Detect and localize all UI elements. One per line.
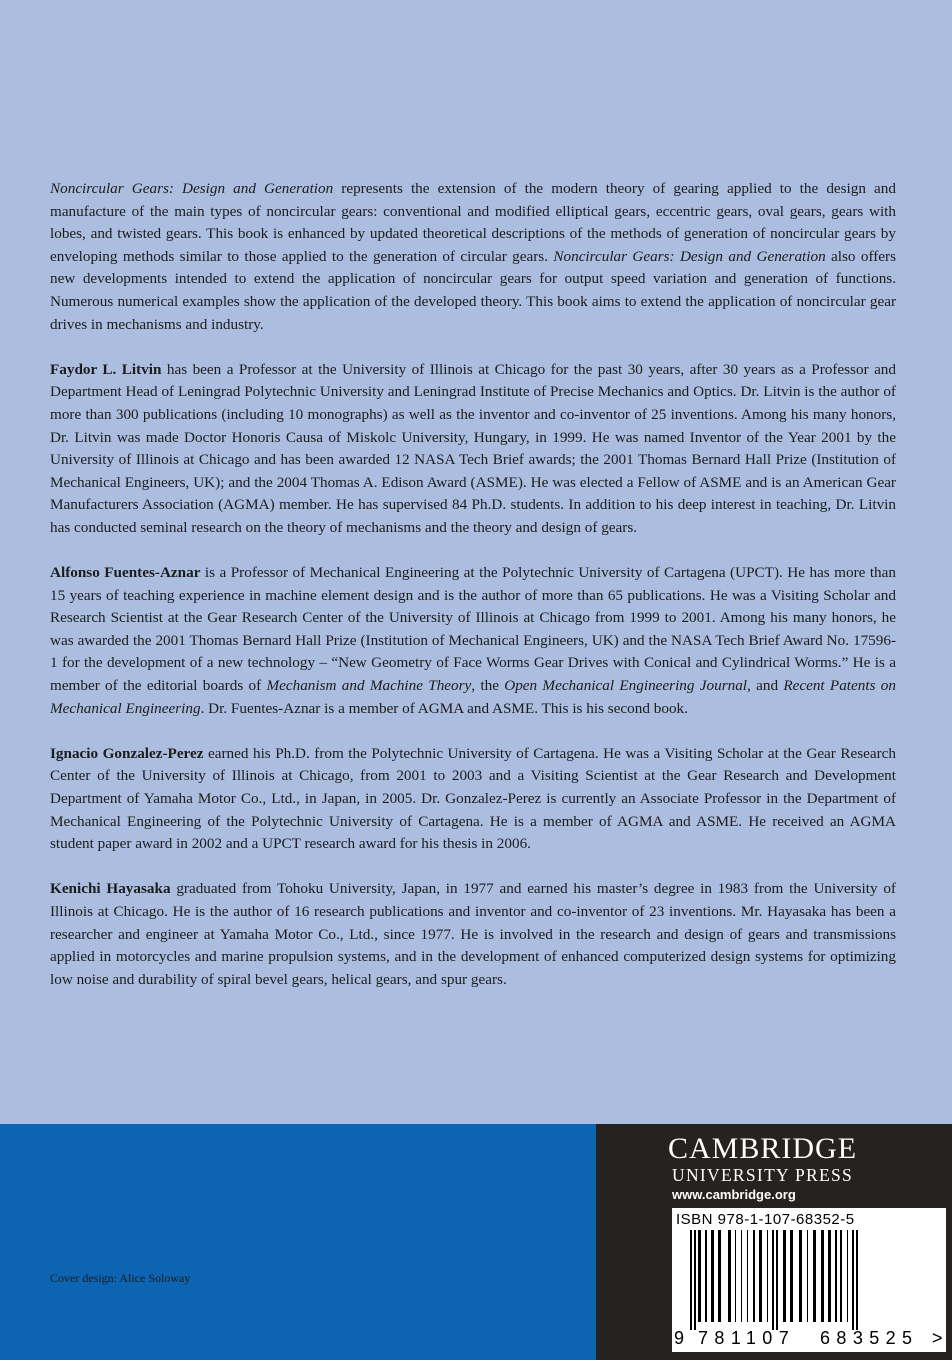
barcode-bar <box>813 1230 816 1322</box>
barcode-bar <box>807 1230 808 1322</box>
publisher-name: CAMBRIDGE <box>668 1132 858 1165</box>
journal-title: Recent Patents on Mechanical Engineering <box>50 677 896 717</box>
publisher-subtitle: UNIVERSITY PRESS <box>672 1165 854 1185</box>
journal-title: Open Mechanical Engineering Journal <box>504 677 748 695</box>
barcode-box <box>672 1208 946 1352</box>
barcode-guard-bar <box>690 1230 692 1330</box>
publisher-panel <box>596 1124 952 1360</box>
barcode-bar <box>767 1230 768 1322</box>
barcode-bar <box>753 1230 755 1322</box>
author-bio-litvin: Faydor L. Litvin has been a Professor at the University of Illinois at Chicago for the past 30 years, after 30 years as a Professor and Department Head of Leningrad Polytechnic University and Leningrad Institute of Precise Mechanics and Optics. Dr. Litvin is the author of more than 300 publications (including 10 monographs) as well as the inventor and co-inventor of 25 inventions. Among his many honors, Dr. Litvin was made Doctor Honoris Causa of Miskolc University, Hungary, in 1999. He was named Inventor of the Year 2001 by the University of Illinois at Chicago and has been awarded 12 NASA Tech Brief awards; the 2001 Thomas Bernard Hall Prize (Institution of Mechanical Engineers, UK); and the 2004 Thomas A. Edison Award (ASME). He was elected a Fellow of ASME and is an American Gear Manufacturers Association (AGMA) member. He has supervised 84 Ph.D. students. In addition to his deep interest in teaching, Dr. Litvin has conducted seminal research on the theory of mechanisms and the theory and design of gears. <box>50 360 896 536</box>
journal-title: Mechanism and Machine Theory <box>266 677 472 695</box>
publisher-url[interactable]: www.cambridge.org <box>672 1187 796 1202</box>
isbn-label: ISBN 978-1-107-68352-5 <box>676 1211 855 1228</box>
barcode-guard-bar <box>856 1230 858 1330</box>
barcode-bar <box>828 1230 831 1322</box>
author-name: Faydor L. Litvin <box>50 360 162 378</box>
barcode-bar <box>718 1230 721 1322</box>
barcode-guard-bar <box>772 1230 774 1330</box>
barcode-icon <box>676 1230 942 1330</box>
back-cover-text <box>50 178 896 1014</box>
barcode-arrow: > <box>932 1328 943 1348</box>
barcode-bar <box>790 1230 793 1322</box>
barcode-bar <box>847 1230 848 1322</box>
cover-credit: Cover design: Alice Soloway <box>50 1271 191 1285</box>
barcode-guard-bar <box>776 1230 778 1330</box>
author-bio-fuentes: Alfonso Fuentes-Aznar is a Professor of Mechanical Engineering at the Polytechnic University of Cartagena (UPCT). He has more than 15 years of teaching experience in machine element design and is the author of more than 65 publications. He was a Visiting Scholar and Research Scientist at the Gear Research Center of the University of Illinois at Chicago from 1999 to 2001. Among his many honors, he was awarded the 2001 Thomas Bernard Hall Prize (Institution of Mechanical Engineers, UK) and the NASA Tech Brief Award No. 17596-1 for the development of a new technology – “New Geometry of Face Worms Gear Drives with Conical and Cylindrical Worms.” He is a member of the editorial boards of Mechanism and Machine Theory, the Open Mechanical Engineering Journal, and Recent Patents on Mechanical Engineering. Dr. Fuentes-Aznar is a member of AGMA and ASME. This is his second book. <box>50 564 896 717</box>
book-title-italic: Noncircular Gears: Design and Generation <box>553 247 826 265</box>
book-description: Noncircular Gears: Design and Generation represents the extension of the modern theory of gearing applied to the design and manufacture of the main types of noncircular gears: conventional and modified elliptical gears, eccentric gears, oval gears, gears with lobes, and twisted gears. This book is enhanced by updated theoretical descriptions of the methods of generation of noncircular gears by enveloping methods similar to those applied to the generation of circular gears. Noncircular Gears: Design and Generation also offers new developments intended to extend the application of noncircular gears for output speed variation and generation of functions. Numerous numerical examples show the application of the developed theory. This book aims to extend the application of noncircular gear drives in mechanisms and industry. <box>50 180 897 333</box>
barcode-bar <box>783 1230 786 1322</box>
barcode-digit-group: 781107 <box>698 1328 796 1348</box>
barcode-bar <box>735 1230 736 1322</box>
barcode-bar <box>711 1230 714 1322</box>
barcode-bar <box>747 1230 748 1322</box>
barcode-bar <box>698 1230 701 1322</box>
barcode-digit-group: 683525 <box>820 1328 919 1348</box>
barcode-bar <box>821 1230 824 1322</box>
barcode-bar <box>840 1230 842 1322</box>
barcode-bar <box>728 1230 731 1322</box>
barcode-bar <box>741 1230 742 1322</box>
author-name: Alfonso Fuentes-Aznar <box>50 564 201 582</box>
barcode-digit-first: 9 <box>674 1328 685 1348</box>
author-name: Ignacio Gonzalez-Perez <box>50 744 204 762</box>
barcode-bar <box>835 1230 837 1322</box>
barcode-bar <box>705 1230 707 1322</box>
barcode-digits <box>674 1328 944 1348</box>
author-name: Kenichi Hayasaka <box>50 880 171 898</box>
author-bio-hayasaka: Kenichi Hayasaka graduated from Tohoku University, Japan, in 1977 and earned his master’s degree in 1983 from the University of Illinois at Chicago. He is the author of 16 research publications and inventor and co-inventor of 23 inventions. Mr. Hayasaka has been a researcher and engineer at Yamaha Motor Co., Ltd., since 1977. He is involved in the research and design of gears and transmissions applied in motorcycles and marine propulsion systems, and in the development of enhanced computerized design systems for optimizing low noise and durability of spiral bevel gears, helical gears, and spur gears. <box>50 880 896 988</box>
book-title-italic: Noncircular Gears: Design and Generation <box>50 180 334 197</box>
barcode-guard-bar <box>694 1230 696 1330</box>
barcode-bar <box>759 1230 762 1322</box>
barcode-guard-bar <box>852 1230 854 1330</box>
author-bio-gonzalez: Ignacio Gonzalez-Perez earned his Ph.D. from the Polytechnic University of Cartagena. He was a Visiting Scholar at the Gear Research Center of the University of Illinois at Chicago, from 2001 to 2003 and a Visiting Scientist at the Gear Research and Development Department of Yamaha Motor Co., Ltd., in Japan, in 2005. Dr. Gonzalez-Perez is currently an Associate Professor in the Department of Mechanical Engineering of the Polytechnic University of Cartagena. He is a member of AGMA and ASME. He received an AGMA student paper award in 2002 and a UPCT research award for his thesis in 2006. <box>50 744 897 853</box>
barcode-bar <box>799 1230 802 1322</box>
